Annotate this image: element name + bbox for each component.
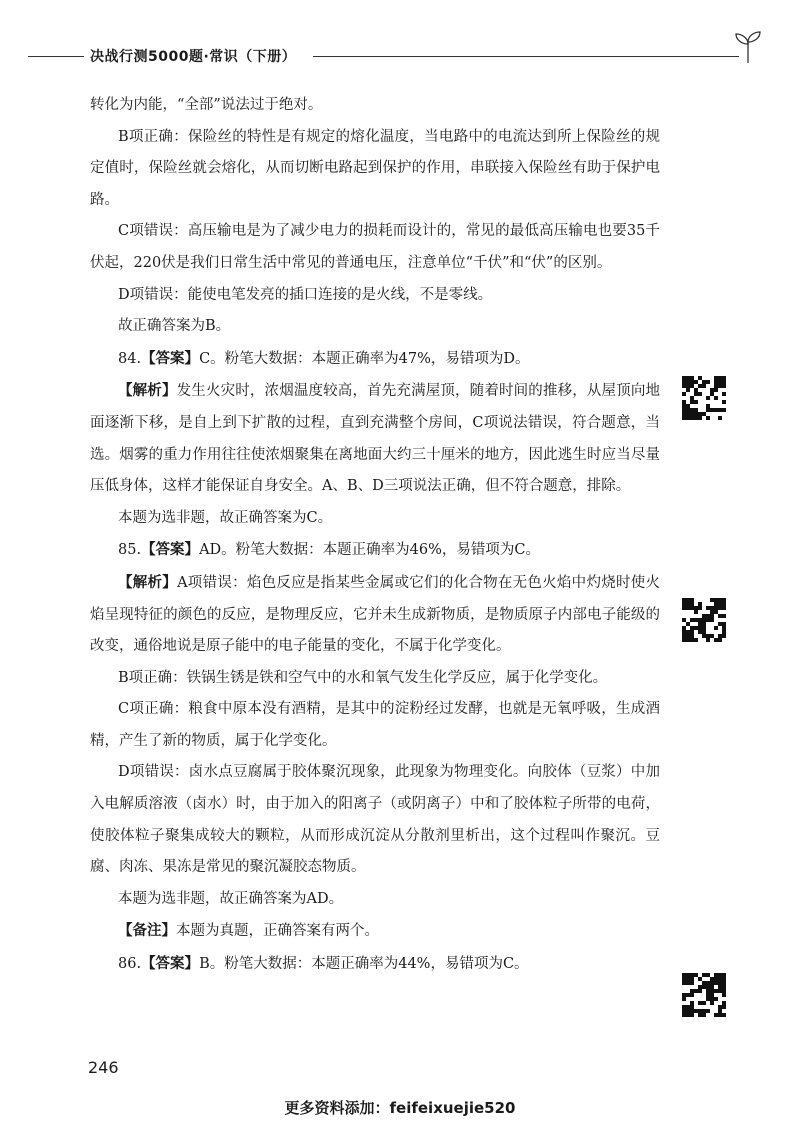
paragraph-text: B项正确：铁锅生锈是铁和空气中的水和氧气发生化学反应，属于化学变化。 bbox=[118, 669, 608, 686]
paragraph bbox=[90, 534, 660, 567]
qr-code-icon bbox=[682, 598, 726, 642]
paragraph-text: C项正确：粮食中原本没有酒精，是其中的淀粉经过发酵，也就是无氧呼吸，生成酒精，产生了新的物质，属于化学变化。 bbox=[90, 701, 660, 749]
footer-label: 更多资料添加： bbox=[284, 1099, 390, 1117]
header-rule-right bbox=[313, 56, 739, 57]
section-tag: 【答案】 bbox=[141, 955, 200, 973]
qr-code-icon bbox=[682, 973, 726, 1017]
footer-note bbox=[0, 1097, 800, 1118]
section-tag: 【解析】 bbox=[118, 382, 177, 400]
paragraph bbox=[90, 280, 660, 312]
section-tag: 【答案】 bbox=[141, 349, 200, 367]
paragraph-text: 本题为选非题，故正确答案为C。 bbox=[118, 509, 333, 526]
paragraph bbox=[90, 343, 660, 376]
footer-account: feifeixuejie520 bbox=[389, 1099, 516, 1117]
question-number: 84. bbox=[118, 350, 142, 367]
paragraph-text: 本题为真题，正确答案有两个。 bbox=[176, 923, 379, 940]
section-tag: 【答案】 bbox=[141, 541, 200, 559]
header-rule-left bbox=[28, 56, 84, 57]
paragraph-text: D项错误：卤水点豆腐属于胶体聚沉现象，此现象为物理变化。向胶体（豆浆）中加入电解质溶液（卤水）时，由于加入的阳离子（或阴离子）中和了胶体粒子所带的电荷，使胶体粒子聚集成较大的颗粒，从而形成沉淀从分散剂里析出，这个过程叫作聚沉。豆腐、肉冻、果冻是常见的聚沉凝胶态物质。 bbox=[90, 764, 660, 876]
page-number: 246 bbox=[88, 1058, 119, 1077]
question-number: 86. bbox=[118, 956, 142, 973]
paragraph-text: D项错误：能使电笔发亮的插口连接的是火线，不是零线。 bbox=[118, 286, 493, 303]
paragraph bbox=[90, 663, 660, 695]
paragraph bbox=[90, 90, 660, 122]
qr-code-icon bbox=[682, 376, 726, 420]
paragraph-text: B。粉笔大数据：本题正确率为44%，易错项为C。 bbox=[199, 956, 529, 973]
paragraph bbox=[90, 694, 660, 757]
paragraph-text: A项错误：焰色反应是指某些金属或它们的化合物在无色火焰中灼烧时使火焰呈现特征的颜色的反应，是物理反应，它并未生成新物质，是物质原子内部电子能级的改变，通俗地说是原子能中的电子能量的变化，不属于化学变化。 bbox=[90, 574, 661, 655]
paragraph bbox=[90, 216, 660, 279]
paragraph-text: C项错误：高压输电是为了减少电力的损耗而设计的，常见的最低高压输电也要35千伏起，220伏是我们日常生活中常见的普通电压，注意单位“千伏”和“伏”的区别。 bbox=[90, 223, 660, 271]
paragraph bbox=[90, 122, 660, 217]
paragraph bbox=[90, 915, 660, 948]
paragraph-text: B项正确：保险丝的特性是有规定的熔化温度，当电路中的电流达到所上保险丝的规定值时，保险丝就会熔化，从而切断电路起到保护的作用，串联接入保险丝有助于保护电路。 bbox=[90, 128, 660, 208]
paragraph-text: C。粉笔大数据：本题正确率为47%，易错项为D。 bbox=[199, 350, 530, 367]
section-tag: 【解析】 bbox=[118, 573, 178, 591]
paragraph bbox=[90, 567, 660, 663]
paragraph-text: AD。粉笔大数据：本题正确率为46%，易错项为C。 bbox=[199, 542, 540, 559]
running-header bbox=[28, 36, 748, 76]
section-tag: 【备注】 bbox=[118, 922, 176, 940]
paragraph-text: 发生火灾时，浓烟温度较高，首先充满屋顶，随着时间的推移，从屋顶向地面逐渐下移，是自上到下扩散的过程，直到充满整个房间，C项说法错误，符合题意，当选。烟雾的重力作用往往使浓烟聚集在离地面大约三十厘米的地方，因此逃生时应当尽量压低身体，这样才能保证自身安全。A、B、D三项说法正确，但不符合题意，排除。 bbox=[90, 383, 661, 495]
sprout-icon bbox=[732, 30, 764, 64]
paragraph bbox=[90, 757, 660, 883]
paragraph-text: 故正确答案为B。 bbox=[118, 318, 231, 335]
paragraph bbox=[90, 884, 660, 916]
paragraph bbox=[90, 311, 660, 343]
paragraph bbox=[90, 503, 660, 535]
paragraph bbox=[90, 948, 660, 981]
paragraph bbox=[90, 375, 660, 502]
page-body bbox=[90, 90, 660, 981]
question-number: 85. bbox=[118, 542, 142, 559]
header-title: 决战行测5000题·常识（下册） bbox=[90, 49, 297, 65]
paragraph-text: 转化为内能，“全部”说法过于绝对。 bbox=[90, 97, 323, 113]
paragraph-text: 本题为选非题，故正确答案为AD。 bbox=[118, 890, 344, 907]
